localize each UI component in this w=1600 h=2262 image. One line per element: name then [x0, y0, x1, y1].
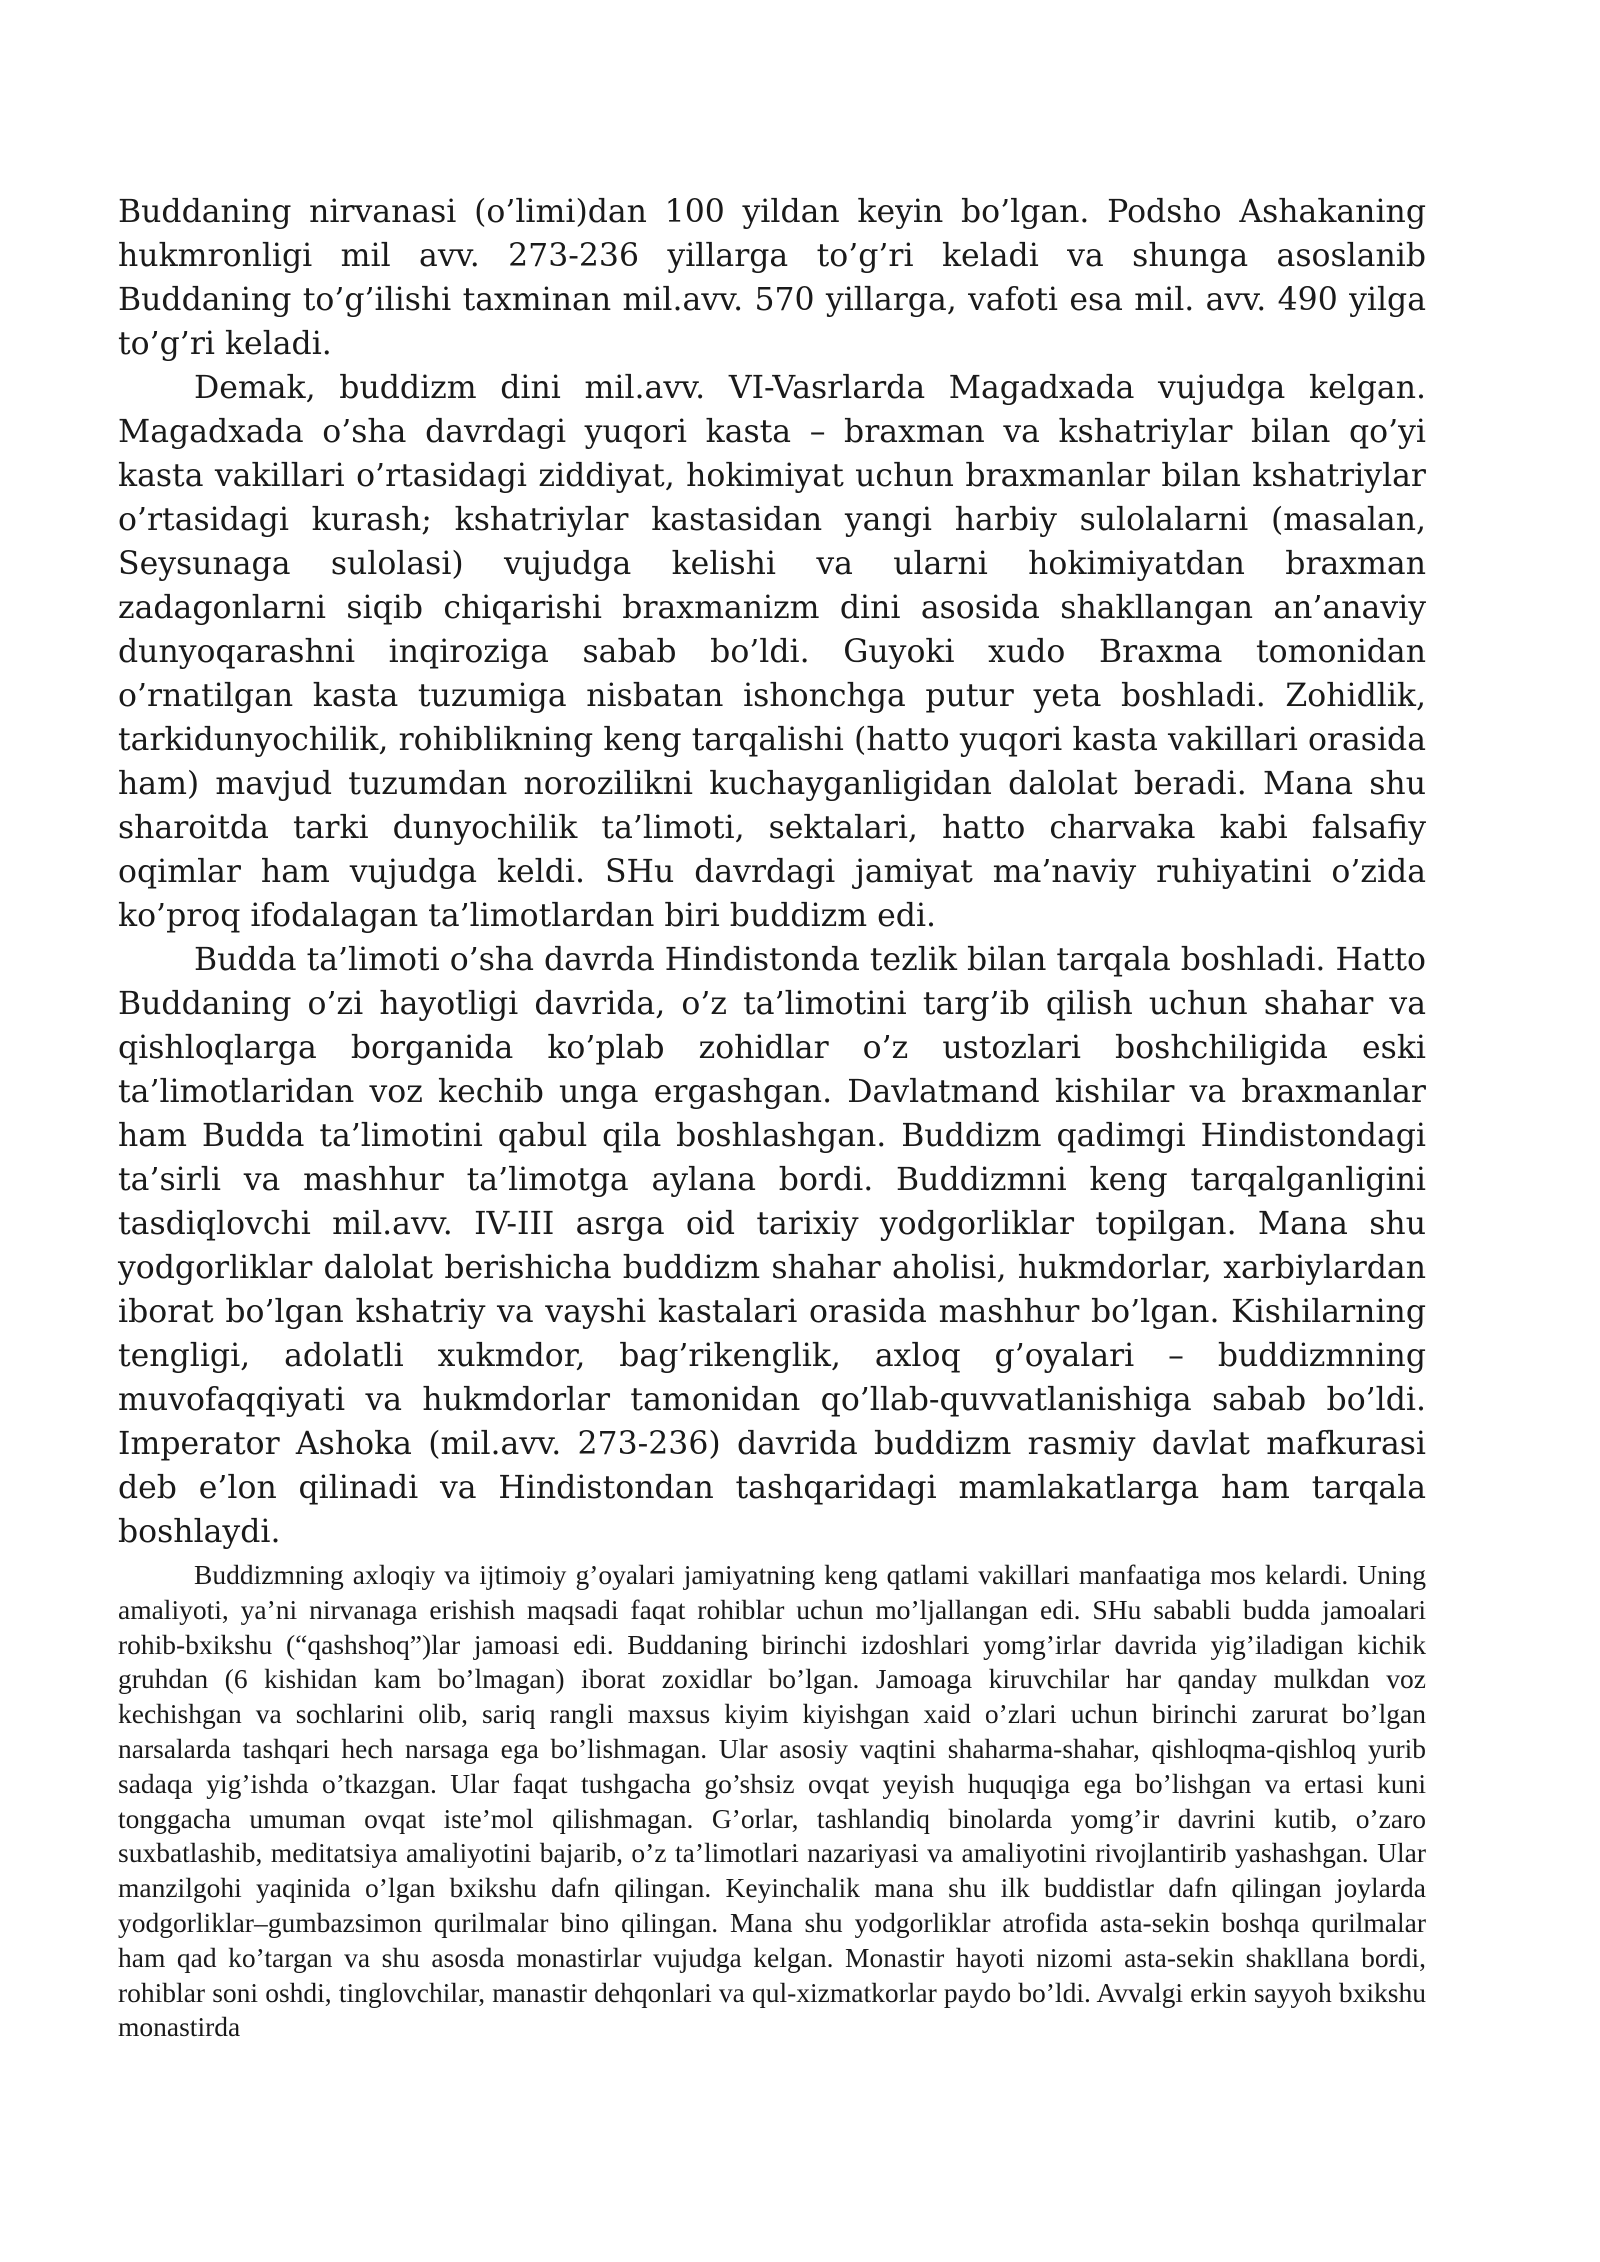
- document-page: [118, 190, 1426, 2045]
- paragraph-3: Budda ta’limoti o’sha davrda Hindistonda tezlik bilan tarqala boshladi. Hatto Buddaning o’zi hayotligi davrida, o’z ta’limotini targ’ib qilish uchun shahar va qishloqlarga borganida ko’plab zohidlar o’z ustozlari boshchiligida eski ta’limotlaridan voz kechib unga ergashgan. Davlatmand kishilar va braxmanlar ham Budda ta’limotini qabul qila boshlashgan. Buddizm qadimgi Hindistondagi ta’sirli va mashhur ta’limotga aylana bordi. Buddizmni keng tarqalganligini tasdiqlovchi mil.avv. IV-III asrga oid tarixiy yodgorliklar topilgan. Mana shu yodgorliklar dalolat berishicha buddizm shahar aholisi, hukmdorlar, xarbiylardan iborat bo’lgan kshatriy va vayshi kastalari orasida mashhur bo’lgan. Kishilarning tengligi, adolatli xukmdor, bag’rikenglik, axloq g’oyalari – buddizmning muvofaqqiyati va hukmdorlar tamonidan qo’llab-quvvatlanishiga sabab bo’ldi. Imperator Ashoka (mil.avv. 273-236) davrida buddizm rasmiy davlat mafkurasi deb e’lon qilinadi va Hindistondan tashqaridagi mamlakatlarga ham tarqala boshlaydi.: [118, 942, 1426, 1550]
- paragraph-2: Demak, buddizm dini mil.avv. VI-Vasrlarda Magadxada vujudga kelgan. Magadxada o’sha davrdagi yuqori kasta – braxman va kshatriylar bilan qo’yi kasta vakillari o’rtasidagi ziddiyat, hokimiyat uchun braxmanlar bilan kshatriylar o’rtasidagi kurash; kshatriylar kastasidan yangi harbiy sulolalarni (masalan, Seysunaga sulolasi) vujudga kelishi va ularni hokimiyatdan braxman zadagonlarni siqib chiqarishi braxmanizm dini asosida shakllangan an’anaviy dunyoqarashni inqiroziga sabab bo’ldi. Guyoki xudo Braxma tomonidan o’rnatilgan kasta tuzumiga nisbatan ishonchga putur yeta boshladi. Zohidlik, tarkidunyochilik, rohiblikning keng tarqalishi (hatto yuqori kasta vakillari orasida ham) mavjud tuzumdan norozilikni kuchayganligidan dalolat beradi. Mana shu sharoitda tarki dunyochilik ta’limoti, sektalari, hatto charvaka kabi falsafiy oqimlar ham vujudga keldi. SHu davrdagi jamiyat ma’naviy ruhiyatini o’zida ko’proq ifodalagan ta’limotlardan biri buddizm edi.: [118, 370, 1426, 934]
- paragraph-1: Buddaning nirvanasi (o’limi)dan 100 yildan keyin bo’lgan. Podsho Ashakaning hukmronligi mil avv. 273-236 yillarga to’g’ri keladi va shunga asoslanib Buddaning to’g’ilishi taxminan mil.avv. 570 yillarga, vafoti esa mil. avv. 490 yilga to’g’ri keladi.: [118, 194, 1426, 362]
- paragraph-4: Buddizmning axloqiy va ijtimoiy g’oyalari jamiyatning keng qatlami vakillari manfaatiga mos kelardi. Uning amaliyoti, ya’ni nirvanaga erishish maqsadi faqat rohiblar uchun mo’ljallangan edi. SHu sababli budda jamoalari rohib-bxikshu (“qashshoq”)lar jamoasi edi. Buddaning birinchi izdoshlari yomg’irlar davrida yig’iladigan kichik gruhdan (6 kishidan kam bo’lmagan) iborat zoxidlar bo’lgan. Jamoaga kiruvchilar har qanday mulkdan voz kechishgan va sochlarini olib, sariq rangli maxsus kiyim kiyishgan xaid o’zlari uchun birinchi zarurat bo’lgan narsalarda tashqari hech narsaga ega bo’lishmagan. Ular asosiy vaqtini shaharma-shahar, qishloqma-qishloq yurib sadaqa yig’ishda o’tkazgan. Ular faqat tushgacha go’shsiz ovqat yeyish huquqiga ega bo’lishgan va ertasi kuni tonggacha umuman ovqat iste’mol qilishmagan. G’orlar, tashlandiq binolarda yomg’ir davrini kutib, o’zaro suxbatlashib, meditatsiya amaliyotini bajarib, o’z ta’limotlari nazariyasi va amaliyotini rivojlantirib yashashgan. Ular manzilgohi yaqinida o’lgan bxikshu dafn qilingan. Keyinchalik mana shu ilk buddistlar dafn qilingan joylarda yodgorliklar–gumbazsimon qurilmalar bino qilingan. Mana shu yodgorliklar atrofida asta-sekin boshqa qurilmalar ham qad ko’targan va shu asosda monastirlar vujudga kelgan. Monastir hayoti nizomi asta-sekin shakllana bordi, rohiblar soni oshdi, tinglovchilar, manastir dehqonlari va qul-xizmatkorlar paydo bo’ldi. Avvalgi erkin sayyoh bxikshu monastirda: [118, 1559, 1426, 2043]
